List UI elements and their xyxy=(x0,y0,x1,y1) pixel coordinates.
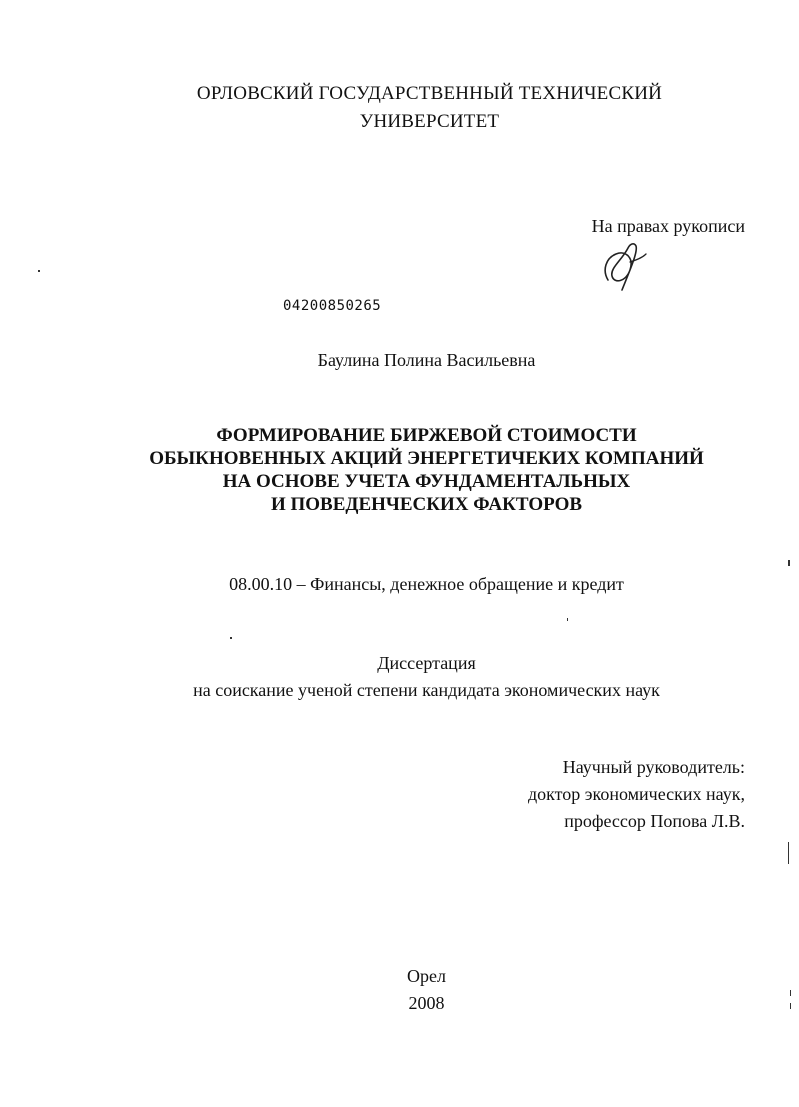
university-header xyxy=(30,80,799,136)
scan-speck xyxy=(790,990,791,996)
university-line-2: УНИВЕРСИТЕТ xyxy=(359,111,500,132)
title-line-2: ОБЫКНОВЕННЫХ АКЦИЙ ЭНЕРГЕТИЧЕКИХ КОМПАНИЙ xyxy=(149,448,704,469)
author-name: Баулина Полина Васильевна xyxy=(317,350,536,370)
title-line-3: НА ОСНОВЕ УЧЕТА ФУНДАМЕНТАЛЬНЫХ xyxy=(222,471,631,492)
supervisor-line-3: профессор Попова Л.В. xyxy=(564,811,745,831)
handwritten-signature xyxy=(600,240,650,296)
scan-speck xyxy=(790,1003,791,1009)
dissertation-title xyxy=(27,424,799,516)
degree-line-2: на соискание ученой степени кандидата экономических наук xyxy=(193,680,660,700)
city: Орел xyxy=(407,966,446,986)
scan-speck xyxy=(788,560,790,566)
degree-statement xyxy=(27,650,799,704)
scan-speck xyxy=(567,618,568,621)
supervisor-line-1: Научный руководитель: xyxy=(562,757,745,777)
scan-speck xyxy=(38,270,40,272)
supervisor-block xyxy=(528,754,745,835)
title-line-4: И ПОВЕДЕНЧЕСКИХ ФАКТОРОВ xyxy=(270,494,583,515)
specialty-code: 08.00.10 – Финансы, денежное обращение и кредит xyxy=(229,574,624,594)
university-line-1: ОРЛОВСКИЙ ГОСУДАРСТВЕННЫЙ ТЕХНИЧЕСКИЙ xyxy=(196,83,663,104)
supervisor-line-2: доктор экономических наук, xyxy=(528,784,745,804)
city-year xyxy=(27,963,799,1017)
degree-line-1: Диссертация xyxy=(377,653,476,673)
scan-speck xyxy=(230,637,232,639)
catalog-number: 04200850265 xyxy=(283,298,382,314)
scan-speck xyxy=(788,842,789,864)
manuscript-note: На правах рукописи xyxy=(591,216,745,236)
title-line-1: ФОРМИРОВАНИЕ БИРЖЕВОЙ СТОИМОСТИ xyxy=(216,425,637,446)
year: 2008 xyxy=(408,993,445,1013)
